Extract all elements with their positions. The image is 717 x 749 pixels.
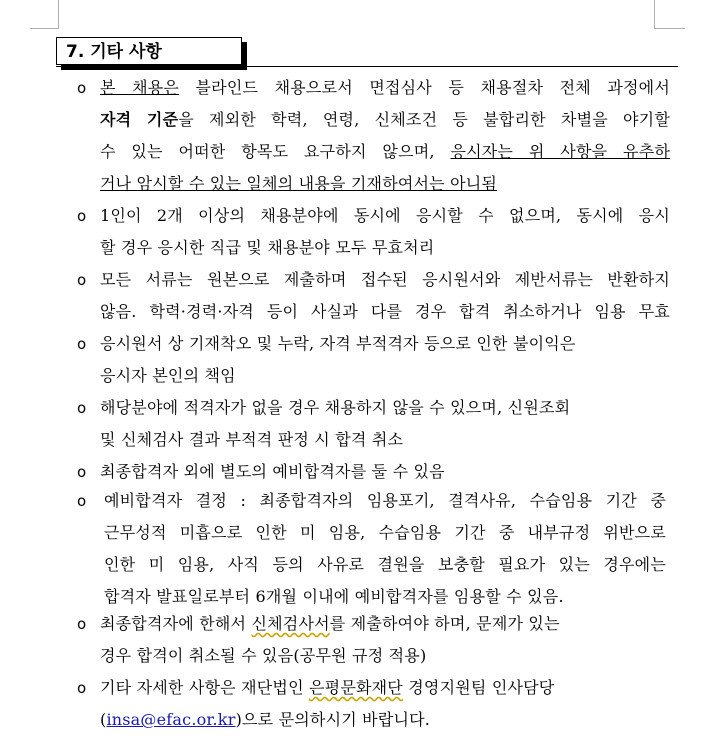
item-line: 수 있는 어떠한 항목도 요구하지 않으며, 응시자는 위 사항을 유추하 — [100, 142, 671, 161]
underlined-text: 본 채용은 — [100, 78, 180, 97]
page-corner-marker — [654, 0, 685, 29]
underlined-text: 거나 암시할 수 있는 일체의 내용을 기재하여서는 아니됨 — [100, 174, 498, 193]
item-line: 1인이 2개 이상의 채용분야에 동시에 응시할 수 없으며, 동시에 응시 — [100, 206, 670, 225]
item-line: 합격자 발표일로부터 6개월 이내에 예비합격자를 임용할 수 있음. — [104, 587, 564, 606]
bullet-icon: o — [77, 463, 87, 481]
spellcheck-text: 신체검사서 — [251, 614, 330, 633]
item-line: 기타 자세한 사항은 재단법인 은평문화재단 경영지원팀 인사담당 — [100, 678, 555, 697]
item-line: 모든 서류는 원본으로 제출하며 접수된 응시원서와 제반서류는 반환하지 — [100, 270, 670, 289]
spellcheck-text: 은평문화재단 — [309, 678, 403, 697]
page-corner-marker — [30, 0, 59, 29]
item-line: 근무성적 미흡으로 인한 미 임용, 수습임용 기간 중 내부규정 위반으로 — [104, 523, 666, 542]
item-line: 최종합격자에 한해서 신체검사서를 제출하여야 하며, 문제가 있는 — [100, 614, 560, 633]
bullet-icon: o — [77, 207, 87, 225]
item-line: 최종합격자 외에 별도의 예비합격자를 둘 수 있음 — [100, 462, 445, 481]
bullet-icon: o — [77, 335, 87, 353]
item-line: 예비합격자 결정 : 최종합격자의 임용포기, 결격사유, 수습임용 기간 중 — [104, 491, 666, 510]
item-line: 할 경우 응시한 직급 및 채용분야 모두 무효처리 — [100, 238, 435, 257]
email-link[interactable]: insa@efac.or.kr — [106, 710, 236, 729]
item-line: 않음. 학력·경력·자격 등이 사실과 다를 경우 합격 취소하거나 임용 무효 — [100, 302, 670, 321]
bullet-icon: o — [77, 679, 87, 697]
item-line: 응시자 본인의 책임 — [100, 366, 236, 385]
section-heading: 7. 기타 사항 — [56, 37, 242, 65]
bullet-icon: o — [77, 399, 87, 417]
underlined-text: 응시자는 위 사항을 유추하 — [450, 142, 671, 161]
bullet-icon: o — [77, 79, 87, 97]
item-line: 본 채용은 블라인드 채용으로서 면접심사 등 채용절차 전체 과정에서 — [100, 78, 670, 97]
item-line: 응시원서 상 기재착오 및 누락, 자격 부적격자 등으로 인한 불이익은 — [100, 334, 576, 353]
item-line — [100, 168, 670, 200]
bullet-icon: o — [77, 271, 87, 289]
item-line: 해당분야에 적격자가 없을 경우 채용하지 않을 수 있으며, 신원조회 — [100, 398, 571, 417]
item-line: (insa@efac.or.kr)으로 문의하시기 바랍니다. — [100, 710, 431, 729]
bold-text: 자격 기준 — [100, 110, 179, 129]
item-line: 자격 기준을 제외한 학력, 연령, 신체조건 등 불합리한 차별을 야기할 — [100, 110, 670, 129]
item-line: 경우 합격이 취소될 수 있음(공무원 규정 적용) — [100, 646, 427, 665]
item-line: 및 신체검사 결과 부적격 판정 시 합격 취소 — [100, 430, 404, 449]
bullet-icon: o — [77, 492, 87, 510]
item-line: 인한 미 임용, 사직 등의 사유로 결원을 보충할 필요가 있는 경우에는 — [104, 555, 666, 574]
bullet-icon: o — [77, 615, 87, 633]
heading-divider — [56, 66, 678, 67]
